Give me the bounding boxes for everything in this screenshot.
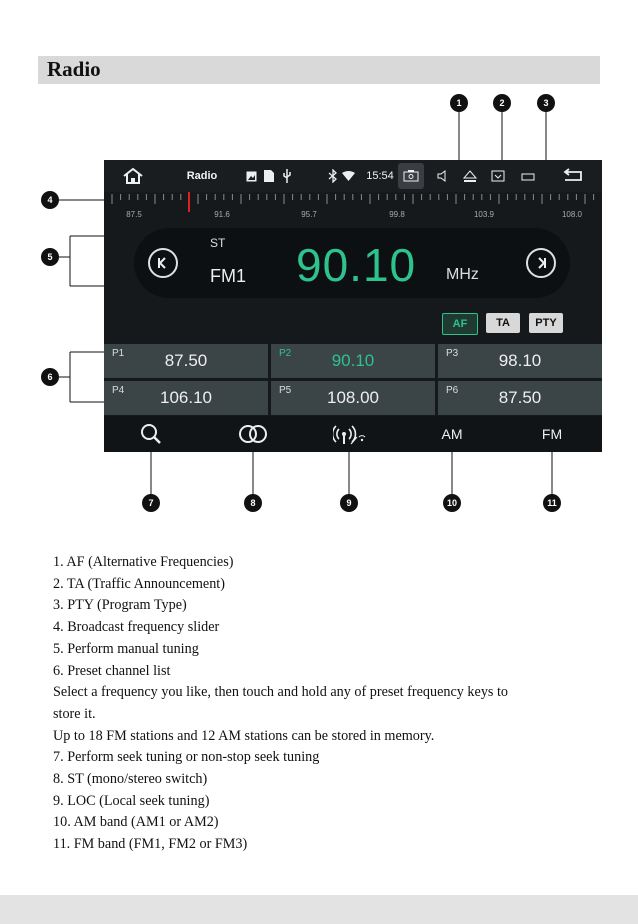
current-frequency: 90.10 bbox=[296, 239, 417, 291]
description-list bbox=[53, 552, 573, 856]
status-bar bbox=[104, 160, 602, 192]
preset-p4[interactable] bbox=[104, 381, 268, 415]
radio-screen bbox=[104, 160, 602, 452]
home-icon[interactable] bbox=[120, 160, 146, 192]
callout-marker: 11 bbox=[543, 494, 561, 512]
description-line: 9. LOC (Local seek tuning) bbox=[53, 792, 210, 809]
preset-name: P4 bbox=[112, 385, 125, 396]
preset-p3[interactable] bbox=[438, 344, 602, 378]
wifi-icon bbox=[340, 160, 356, 192]
scale-label: 87.5 bbox=[126, 210, 142, 219]
stereo-indicator: ST bbox=[210, 236, 226, 250]
screenshot-icon[interactable] bbox=[398, 163, 424, 189]
preset-frequency: 106.10 bbox=[160, 388, 212, 407]
preset-list bbox=[104, 344, 602, 416]
description-line: Select a frequency you like, then touch and hold any of preset frequency keys to bbox=[53, 684, 509, 701]
description-line: 8. ST (mono/stereo switch) bbox=[53, 771, 208, 788]
ta-button[interactable]: TA bbox=[486, 313, 520, 333]
clock-time: 15:54 bbox=[366, 170, 394, 182]
scale-label: 103.9 bbox=[473, 210, 495, 219]
scale-label: 95.7 bbox=[301, 210, 317, 219]
af-button[interactable]: AF bbox=[442, 313, 478, 335]
callout-marker: 1 bbox=[450, 94, 468, 112]
preset-frequency: 87.50 bbox=[164, 351, 208, 370]
description-line: store it. bbox=[53, 705, 96, 722]
description-line: 3. PTY (Program Type) bbox=[53, 597, 187, 614]
preset-p5[interactable] bbox=[271, 381, 435, 415]
preset-p2[interactable] bbox=[271, 344, 435, 378]
fm-band-button[interactable]: FM bbox=[541, 426, 563, 442]
sd-card-icon bbox=[262, 160, 276, 192]
page-title: Radio bbox=[47, 57, 101, 81]
pty-button[interactable]: PTY bbox=[529, 313, 563, 333]
stereo-switch-icon[interactable] bbox=[236, 416, 270, 452]
search-icon[interactable] bbox=[138, 416, 164, 452]
description-line: 6. Preset channel list bbox=[53, 662, 171, 679]
back-icon[interactable] bbox=[560, 160, 586, 192]
preset-frequency: 98.10 bbox=[498, 351, 542, 370]
preset-name: P5 bbox=[279, 385, 292, 396]
preset-frequency: 108.00 bbox=[327, 388, 379, 407]
frequency-ruler bbox=[104, 192, 602, 222]
description-line: 2. TA (Traffic Announcement) bbox=[53, 575, 225, 592]
callout-marker: 8 bbox=[244, 494, 262, 512]
preset-name: P6 bbox=[446, 385, 459, 396]
preset-frequency: 90.10 bbox=[331, 351, 375, 370]
scale-label: 91.6 bbox=[214, 210, 230, 219]
section-title-bar bbox=[38, 56, 600, 84]
preset-name: P3 bbox=[446, 348, 459, 359]
scale-label: 99.8 bbox=[389, 210, 405, 219]
scale-label: 108.0 bbox=[561, 210, 583, 219]
volume-icon[interactable] bbox=[434, 160, 452, 192]
screen-mode-icon[interactable] bbox=[488, 160, 508, 192]
description-line: 5. Perform manual tuning bbox=[53, 640, 199, 657]
callout-marker: 6 bbox=[41, 368, 59, 386]
callout-marker: 9 bbox=[340, 494, 358, 512]
description-line: 11. FM band (FM1, FM2 or FM3) bbox=[53, 836, 248, 853]
image-icon bbox=[244, 160, 258, 192]
preset-p1[interactable] bbox=[104, 344, 268, 378]
preset-name: P2 bbox=[279, 348, 292, 359]
recent-apps-icon[interactable] bbox=[518, 160, 538, 192]
description-line: 7. Perform seek tuning or non-stop seek tuning bbox=[53, 749, 320, 766]
preset-name: P1 bbox=[112, 348, 125, 359]
tune-down-button[interactable] bbox=[148, 248, 178, 278]
callout-marker: 10 bbox=[443, 494, 461, 512]
description-line: 4. Broadcast frequency slider bbox=[53, 619, 220, 636]
am-band-button[interactable]: AM bbox=[441, 426, 463, 442]
tuning-panel bbox=[134, 228, 570, 298]
callout-marker: 5 bbox=[41, 248, 59, 266]
callout-marker: 4 bbox=[41, 191, 59, 209]
bluetooth-icon bbox=[326, 160, 340, 192]
description-line: 1. AF (Alternative Frequencies) bbox=[53, 554, 234, 570]
usb-icon bbox=[280, 160, 294, 192]
callout-marker: 2 bbox=[493, 94, 511, 112]
bottom-toolbar bbox=[104, 416, 602, 452]
app-title: Radio bbox=[186, 170, 218, 182]
callout-marker: 7 bbox=[142, 494, 160, 512]
page-footer-bar bbox=[0, 895, 638, 924]
band-label: FM1 bbox=[210, 266, 246, 286]
tune-up-button[interactable] bbox=[526, 248, 556, 278]
loc-seek-icon[interactable] bbox=[332, 416, 370, 452]
preset-p6[interactable] bbox=[438, 381, 602, 415]
frequency-unit: MHz bbox=[446, 266, 479, 283]
frequency-slider[interactable] bbox=[104, 192, 602, 222]
callout-marker: 3 bbox=[537, 94, 555, 112]
eject-icon[interactable] bbox=[460, 160, 480, 192]
description-line: 10. AM band (AM1 or AM2) bbox=[53, 814, 219, 831]
description-line: Up to 18 FM stations and 12 AM stations can be stored in memory. bbox=[53, 727, 435, 744]
preset-frequency: 87.50 bbox=[498, 388, 542, 407]
